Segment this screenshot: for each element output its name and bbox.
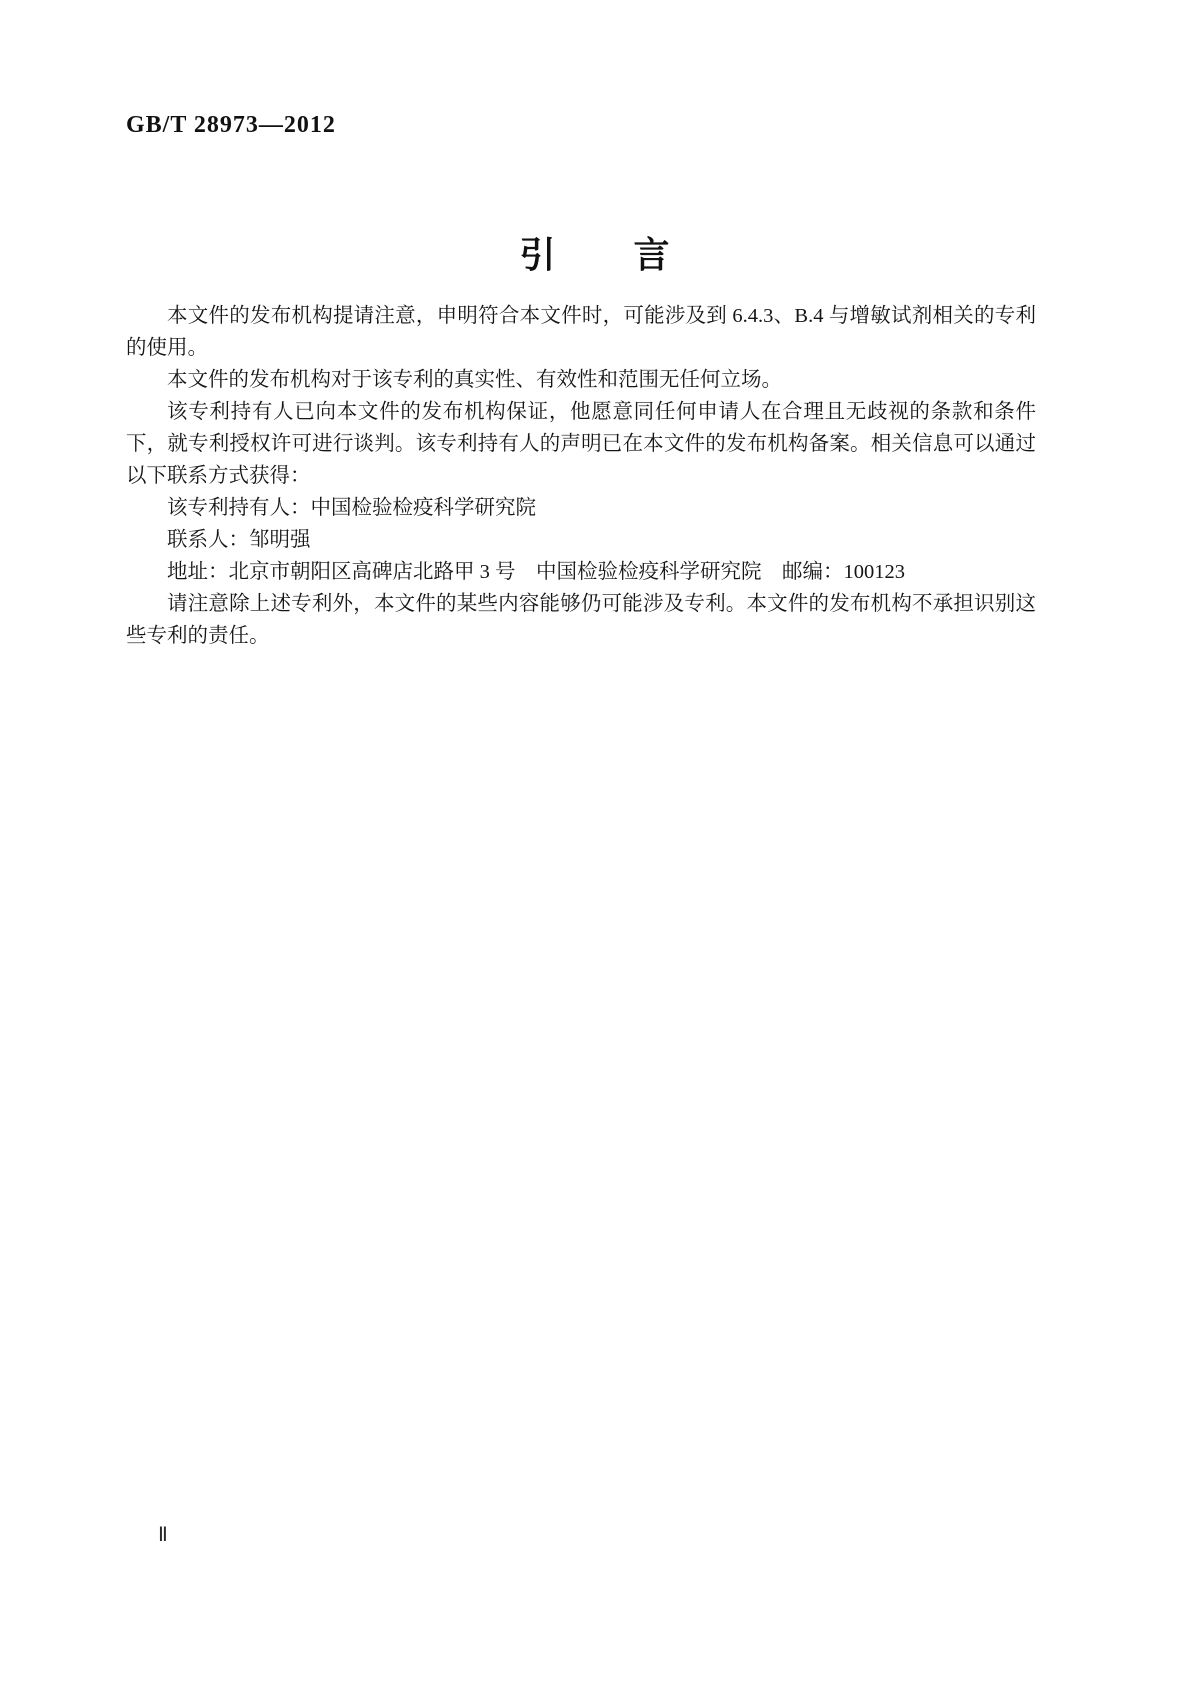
paragraph-patent-notice: 本文件的发布机构提请注意，申明符合本文件时，可能涉及到 6.4.3、B.4 与增敏试剂相关的专利的使用。 — [126, 305, 1036, 359]
page-title: 引 言 — [519, 235, 672, 276]
page-number: Ⅱ — [158, 1524, 168, 1546]
line-address-postcode: 地址：北京市朝阳区高碑店北路甲 3 号 中国检验检疫科学研究院 邮编：100123 — [167, 561, 905, 583]
paragraph-other-patents-disclaimer: 请注意除上述专利外，本文件的某些内容能够仍可能涉及专利。本文件的发布机构不承担识别这些专利的责任。 — [126, 593, 1036, 647]
standard-number: GB/T 28973—2012 — [126, 112, 336, 138]
body-text — [126, 300, 1036, 652]
paragraph-license-assurance: 该专利持有人已向本文件的发布机构保证，他愿意同任何申请人在合理且无歧视的条款和条件下，就专利授权许可进行谈判。该专利持有人的声明已在本文件的发布机构备案。相关信息可以通过以下联系方式获得： — [126, 401, 1036, 487]
line-contact-person: 联系人：邹明强 — [167, 529, 311, 551]
line-patent-holder: 该专利持有人：中国检验检疫科学研究院 — [167, 497, 536, 519]
paragraph-no-position-statement: 本文件的发布机构对于该专利的真实性、有效性和范围无任何立场。 — [167, 369, 782, 391]
